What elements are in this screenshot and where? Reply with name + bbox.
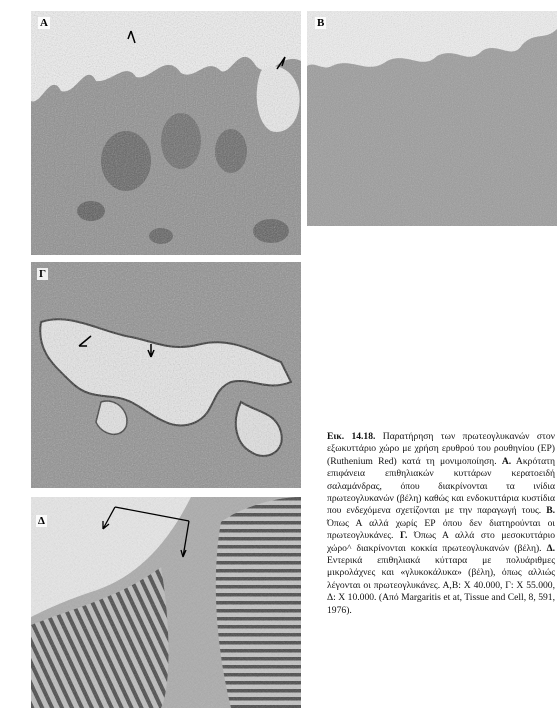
caption-a-text: Ακρότατη επιφάνεια επιθηλιακών κυττάρων κερατοειδή σαλαμάνδρας, όπου διακρίνονται τα ινίδια πρωτεογλυκανών (βέλη) καθώς και ενδοκυττάρια κυστίδια που ενδεχόμενα σχετίζονται με την παραγωγή τους. — [327, 455, 556, 517]
panel-label-d: Δ — [38, 515, 45, 527]
panel-label-b: B — [317, 17, 325, 29]
micrograph-a-image — [31, 11, 301, 255]
panel-label-a: A — [40, 17, 48, 29]
caption-a-label: Α. — [501, 455, 512, 467]
micrograph-panel-d — [31, 497, 301, 708]
micrograph-d-image — [31, 497, 301, 708]
caption-d-label: Δ. — [546, 542, 555, 554]
caption-g-label: Γ. — [400, 530, 408, 542]
micrograph-b-image — [307, 11, 557, 226]
figure-label: Εικ. 14.18. — [327, 431, 376, 442]
panel-label-g: Γ — [39, 268, 46, 280]
caption-g-text: Όπως Α αλλά στο μεσοκυττάριο χώρο^ διακρίνονται κοκκία πρωτεογλυκανών (βέλη). — [327, 530, 555, 554]
micrograph-panel-b — [307, 11, 557, 226]
micrograph-g-image — [31, 262, 301, 488]
caption-intro: Παρατήρηση των πρωτεογλυκανών στον εξωκυττάριο χώρο με χρήση ερυθρού του ρουθηνίου (ΕΡ) (Ruthenium Red) κατά τη μονιμοποίηση. — [327, 431, 555, 467]
caption-b-label: Β. — [546, 505, 555, 517]
micrograph-panel-a — [31, 11, 301, 255]
micrograph-panel-g — [31, 262, 301, 488]
figure-caption — [327, 431, 555, 617]
caption-b-text: Όπως Α αλλά χωρίς ΕΡ όπου δεν διατηρούνται οι πρωτεογλυκάνες. — [327, 517, 555, 542]
caption-d-text: Εντερικά επιθηλιακά κύτταρα με πολυάριθμες μικρολάχνες και «γλυκοκάλυκα» (βέλη), όπως αλλιώς λέγονται οι πρωτεογλυκάνες. Α,Β: Χ 40.000, Γ: Χ 55.000, Δ: Χ 10.000. (Από Margaritis et at, Tissue and Cell, 8, 591, 1976). — [327, 555, 555, 616]
